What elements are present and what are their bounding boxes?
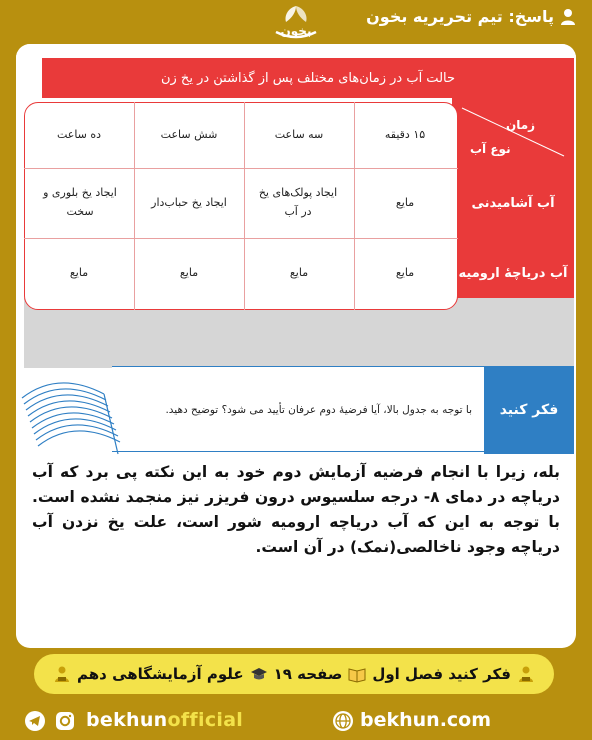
table-cell: مایع xyxy=(395,195,415,209)
website-link[interactable]: bekhun.com xyxy=(360,709,492,731)
book-pages-decoration xyxy=(18,350,128,460)
table-cell: مایع xyxy=(179,265,199,279)
open-book-icon xyxy=(348,665,366,683)
graduation-cap-icon xyxy=(250,665,268,683)
social-handle-part1: bekhun xyxy=(86,709,168,731)
table-cell: مایع xyxy=(289,265,309,279)
table-cell: ایجاد یخ حباب‌دار xyxy=(151,195,227,209)
pill-course: علوم آزمایشگاهی دهم xyxy=(77,665,244,683)
corner-label-water-type: نوع آب xyxy=(470,142,511,156)
table-cell: مایع xyxy=(69,265,89,279)
think-question: با توجه به جدول بالا، آیا فرضیهٔ دوم عرفان تأیید می شود؟ توضیح دهید. xyxy=(165,404,472,416)
pill-lesson: فکر کنید فصل اول xyxy=(372,665,511,683)
col-header-3h: سه ساعت xyxy=(274,127,324,141)
col-header-15min: ۱۵ دقیقه xyxy=(384,127,426,141)
social-handle[interactable] xyxy=(86,709,243,731)
table-cell: ایجاد پولک‌های یخ در آب xyxy=(258,186,338,218)
user-icon xyxy=(560,8,576,26)
student-icon xyxy=(53,665,71,683)
header-title xyxy=(366,7,576,26)
table-cell: ایجاد یخ بلوری و سخت xyxy=(43,186,117,218)
instagram-icon[interactable] xyxy=(54,710,76,732)
row-label-drinking: آب آشامیدنی xyxy=(471,195,555,211)
textbook-image xyxy=(16,44,576,459)
pill-page: صفحه ۱۹ xyxy=(273,665,343,683)
header-title-text: پاسخ: تیم تحریریه بخون xyxy=(366,7,554,26)
header xyxy=(0,0,592,40)
table-title: حالت آب در زمان‌های مختلف پس از گذاشتن در یخ زن xyxy=(42,58,574,98)
lesson-info-pill xyxy=(34,654,554,694)
content-card xyxy=(16,44,576,648)
answer-text: بله، زیرا با انجام فرضیه آزمایش دوم خود به این نکته پی برد که آب دریاچه در دمای ۸- درجه سلسیوس درون فریزر نیز منجمد نشده است. با توجه به این که آب دریاچه ارومیه شور است، علت یخ نزدن آب دریاچه وجود ناخالصی(نمک) در آن است. xyxy=(32,463,560,556)
student-icon xyxy=(517,665,535,683)
bekhun-logo xyxy=(266,2,326,42)
corner-label-time: زمان xyxy=(506,118,536,132)
telegram-icon[interactable] xyxy=(24,710,46,732)
think-label: فکر کنید xyxy=(484,366,574,454)
logo-text: بخون xyxy=(280,24,312,38)
col-header-6h: شش ساعت xyxy=(160,127,218,141)
col-header-10h: ده ساعت xyxy=(56,127,102,141)
row-label-urmia: آب دریاچهٔ ارومیه xyxy=(458,265,568,281)
table-cell: مایع xyxy=(395,265,415,279)
globe-icon xyxy=(332,710,354,732)
social-handle-part2: official xyxy=(167,709,244,731)
